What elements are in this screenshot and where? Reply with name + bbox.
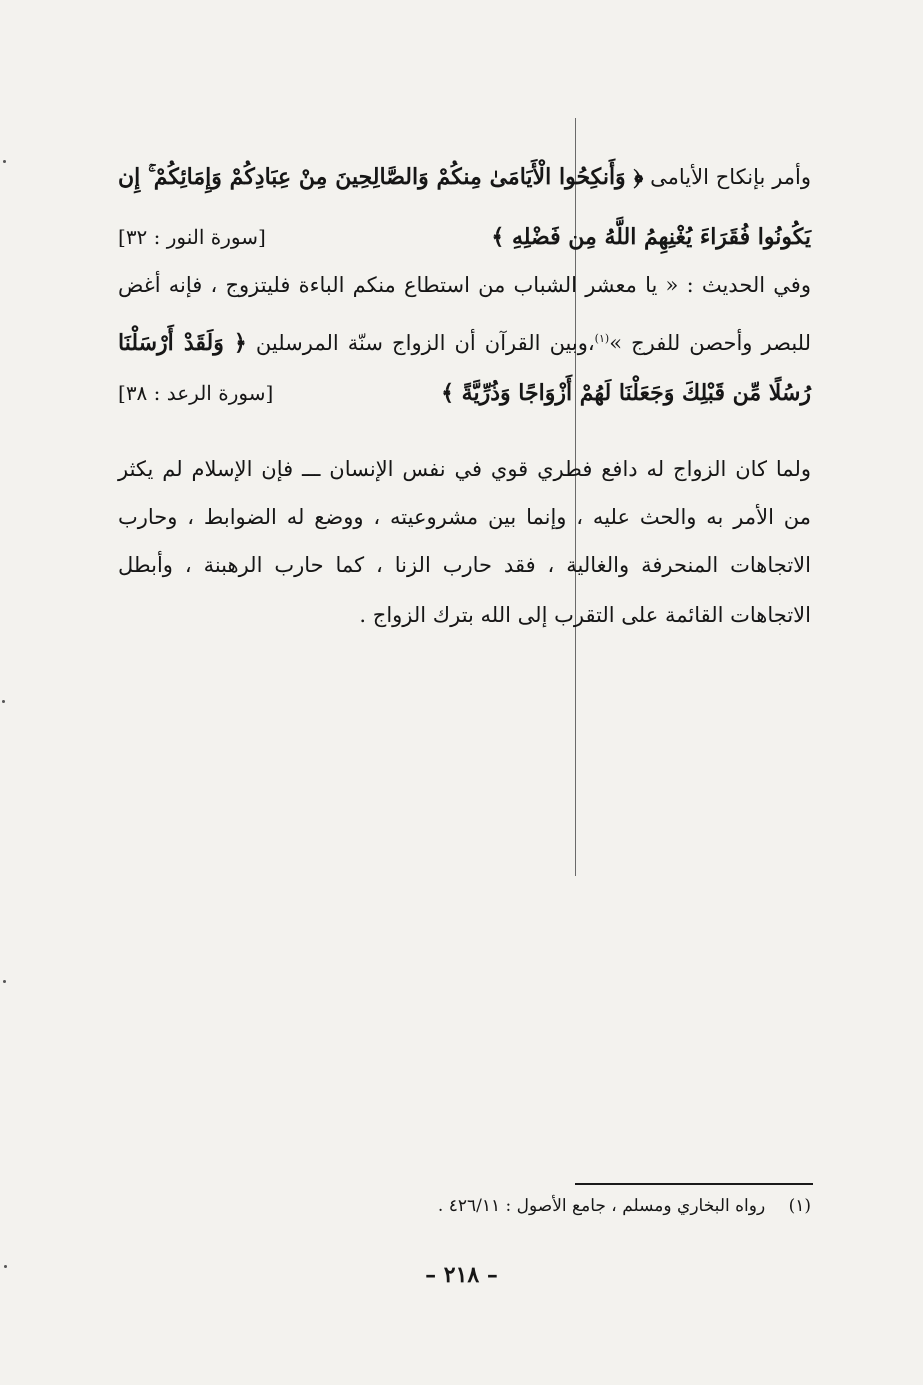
scan-speck <box>4 1265 7 1268</box>
text-line-1 <box>118 160 811 194</box>
quran-verse-raad-part1: ﴿ وَلَقَدْ أَرْسَلْنَا <box>118 330 247 356</box>
text-line-3 <box>118 268 811 302</box>
paragraph-2-text-2: من الأمر به والحث عليه ، وإنما بين مشروعيته ، ووضع له الضوابط ، وحارب <box>118 505 811 529</box>
quran-sunnah-text: ،وبين القرآن أن الزواج سنّة المرسلين <box>255 331 595 355</box>
footnote-marker: (١) <box>594 332 610 345</box>
paragraph-2-text-1: ولما كان الزواج له دافع فطري قوي في نفس الإنسان ـــ فإن الإسلام لم يكثر <box>118 457 811 481</box>
scan-speck <box>3 160 6 163</box>
hadith-text-end: للبصر وأحصن للفرج » <box>609 331 812 355</box>
footnote-separator <box>575 1183 813 1185</box>
paragraph-2-text-3: الاتجاهات المنحرفة والغالية ، فقد حارب الزنا ، كما حارب الرهبنة ، وأبطل <box>118 553 811 577</box>
quran-verse-raad-part2: رُسُلًا مِّن قَبْلِكَ وَجَعَلْنَا لَهُمْ أَزْوَاجًا وَذُرِّيَّةً ﴾ <box>441 380 811 406</box>
quran-verse-nur-part1: ﴿ وَأَنكِحُوا الْأَيَامَىٰ مِنكُمْ وَالصَّالِحِينَ مِنْ عِبَادِكُمْ وَإِمَائِكُمْ ۚ إِن <box>118 164 644 190</box>
footnote-text: رواه البخاري ومسلم ، جامع الأصول : ٤٢٦/١١ . <box>437 1196 766 1216</box>
scan-speck <box>2 700 5 703</box>
paragraph-2-line-2 <box>118 500 811 534</box>
paragraph-2-line-1 <box>118 452 811 486</box>
intro-text: وأمر بإنكاح الأيامى <box>650 165 812 189</box>
scan-speck <box>3 980 6 983</box>
footnote-number: (١) <box>788 1196 811 1216</box>
quran-verse-nur-part2: يَكُونُوا فُقَرَاءَ يُغْنِهِمُ اللَّهُ مِن فَضْلِهِ ﴾ <box>491 224 811 250</box>
hadith-text: وفي الحديث : « يا معشر الشباب من استطاع منكم الباءة فليتزوج ، فإنه أغض <box>118 273 811 297</box>
text-line-2 <box>118 220 811 254</box>
surah-reference-nur: [سورة النور : ٣٢] <box>118 225 266 249</box>
surah-reference-raad: [سورة الرعد : ٣٨] <box>118 381 274 405</box>
text-line-4 <box>118 322 811 360</box>
footnote <box>438 1196 811 1216</box>
paragraph-2-line-4 <box>118 598 811 632</box>
paragraph-2-text-4: الاتجاهات القائمة على التقرب إلى الله بترك الزواج . <box>359 603 811 627</box>
page-number: – ٢١٨ – <box>425 1262 498 1288</box>
text-line-5 <box>118 376 811 410</box>
paragraph-2-line-3 <box>118 548 811 582</box>
